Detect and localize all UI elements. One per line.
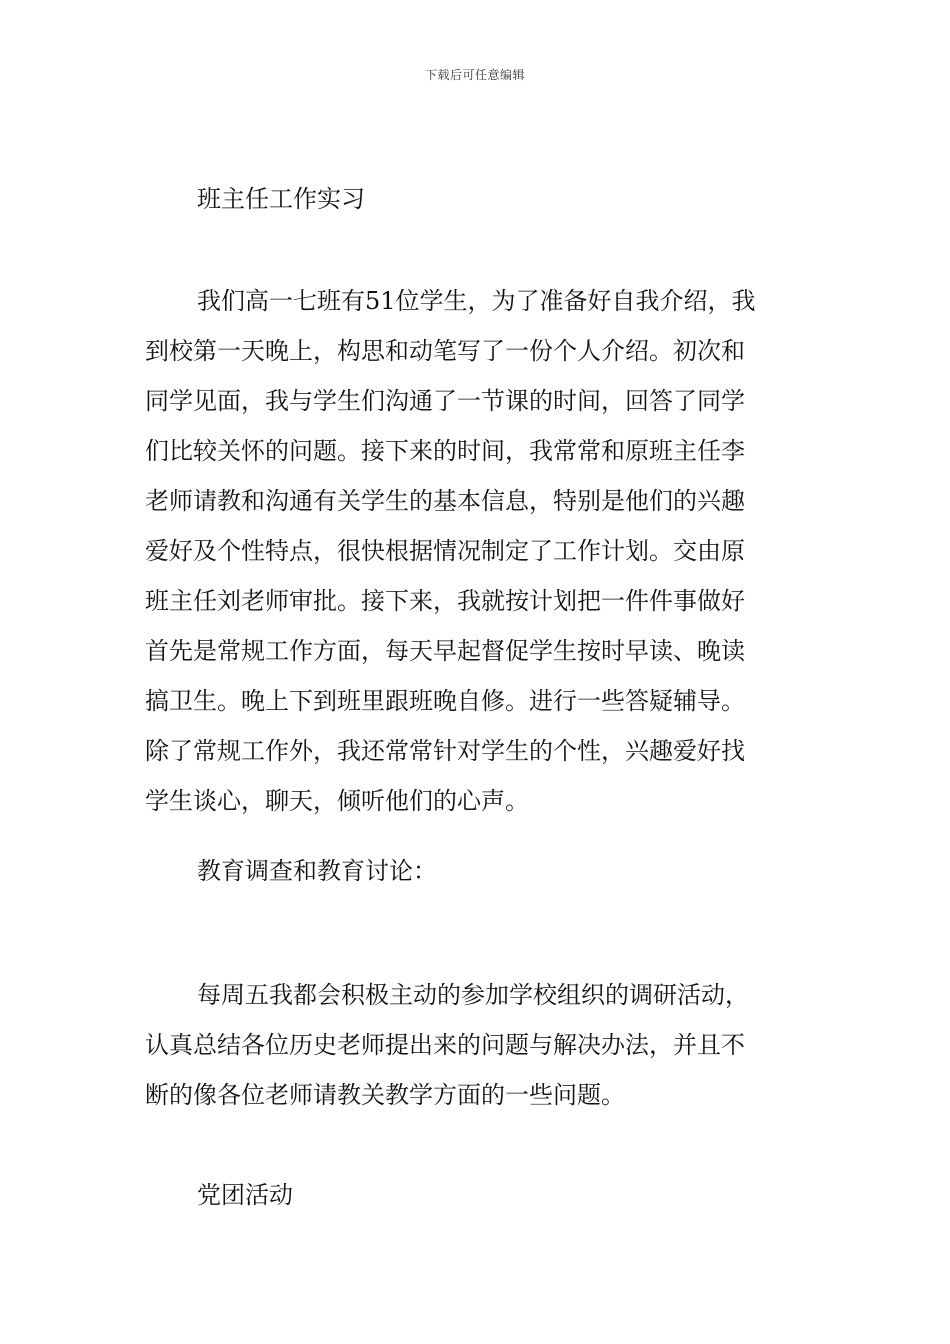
document-title: 班主任工作实习 (197, 185, 365, 213)
text-line: 首先是常规工作方面，每天早起督促学生按时早读、晚读 (145, 637, 745, 665)
text-line: 同学见面，我与学生们沟通了一节课的时间，回答了同学 (145, 387, 745, 415)
text-line: 搞卫生。晚上下到班里跟班晚自修。进行一些答疑辅导。 (145, 687, 745, 715)
text-line: 认真总结各位历史老师提出来的问题与解决办法，并且不 (145, 1031, 745, 1059)
page-header-note: 下载后可任意编辑 (424, 68, 525, 82)
text-line: 断的像各位老师请教关教学方面的一些问题。 (145, 1081, 625, 1109)
text-line: 除了常规工作外，我还常常针对学生的个性，兴趣爱好找 (145, 737, 745, 765)
text-line: 我们高一七班有51位学生，为了准备好自我介绍，我 (197, 287, 756, 315)
section-heading-party-activities: 党团活动 (197, 1181, 293, 1209)
paragraph-education-research (145, 980, 805, 1130)
text-line: 们比较关怀的问题。接下来的时间，我常常和原班主任李 (145, 437, 745, 465)
text-line: 学生谈心，聊天，倾听他们的心声。 (145, 787, 529, 815)
section-heading-education-research: 教育调查和教育讨论： (197, 857, 437, 885)
text-line: 每周五我都会积极主动的参加学校组织的调研活动， (197, 981, 749, 1009)
text-line: 老师请教和沟通有关学生的基本信息，特别是他们的兴趣 (145, 487, 745, 515)
text-line: 爱好及个性特点，很快根据情况制定了工作计划。交由原 (145, 537, 745, 565)
paragraph-class-work (145, 286, 805, 836)
text-line: 班主任刘老师审批。接下来，我就按计划把一件件事做好 (145, 587, 745, 615)
text-line: 到校第一天晚上，构思和动笔写了一份个人介绍。初次和 (145, 337, 745, 365)
